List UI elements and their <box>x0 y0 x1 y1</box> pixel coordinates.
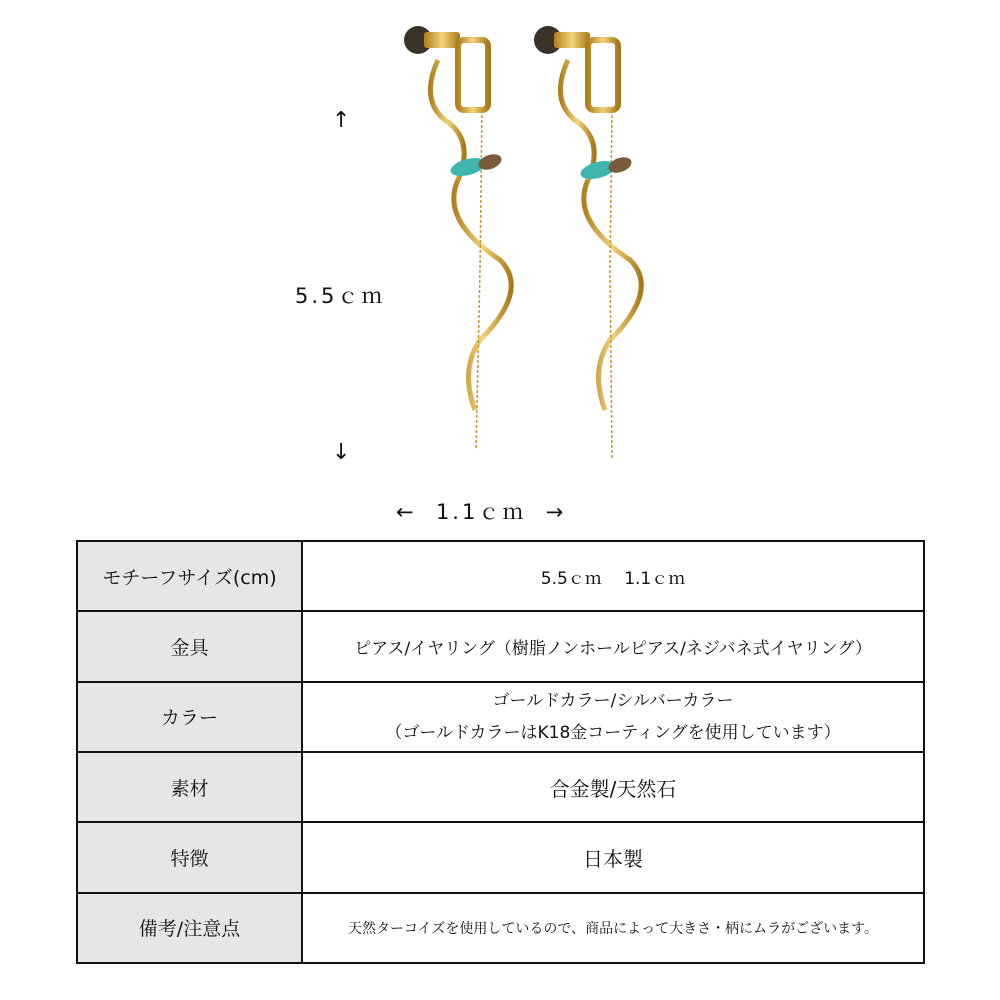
table-row <box>77 682 924 752</box>
down-arrow-icon: ↓ <box>332 440 351 465</box>
table-row <box>77 611 924 681</box>
width-dimension-label: ← 1.1ｃｍ → <box>396 500 567 524</box>
row-value-motif-size: 5.5ｃｍ 1.1ｃｍ <box>302 541 924 611</box>
table-row <box>77 752 924 822</box>
table-row <box>77 822 924 892</box>
row-value-color <box>302 682 924 752</box>
up-arrow-icon: ↑ <box>332 108 351 133</box>
table-row <box>77 541 924 611</box>
row-label-color: カラー <box>77 682 302 752</box>
color-value-line-2: （ゴールドカラーはK18金コーティングを使用しています） <box>385 722 841 743</box>
row-label-fitting: 金具 <box>77 611 302 681</box>
earrings-photo <box>380 10 680 480</box>
row-value-feature: 日本製 <box>302 822 924 892</box>
left-earring <box>404 26 511 450</box>
table-row <box>77 893 924 963</box>
row-value-fitting: ピアス/イヤリング（樹脂ノンホールピアス/ネジバネ式イヤリング） <box>302 611 924 681</box>
row-label-material: 素材 <box>77 752 302 822</box>
spec-table <box>76 540 925 964</box>
color-value-line-1: ゴールドカラー/シルバーカラー <box>492 690 734 711</box>
row-label-motif-size: モチーフサイズ(cm) <box>77 541 302 611</box>
height-dimension-label: 5.5ｃｍ <box>295 284 386 308</box>
right-earring <box>534 26 641 460</box>
row-value-notes: 天然ターコイズを使用しているので、商品によって大きさ・柄にムラがございます。 <box>302 893 924 963</box>
row-label-notes: 備考/注意点 <box>77 893 302 963</box>
row-label-feature: 特徴 <box>77 822 302 892</box>
row-value-material: 合金製/天然石 <box>302 752 924 822</box>
